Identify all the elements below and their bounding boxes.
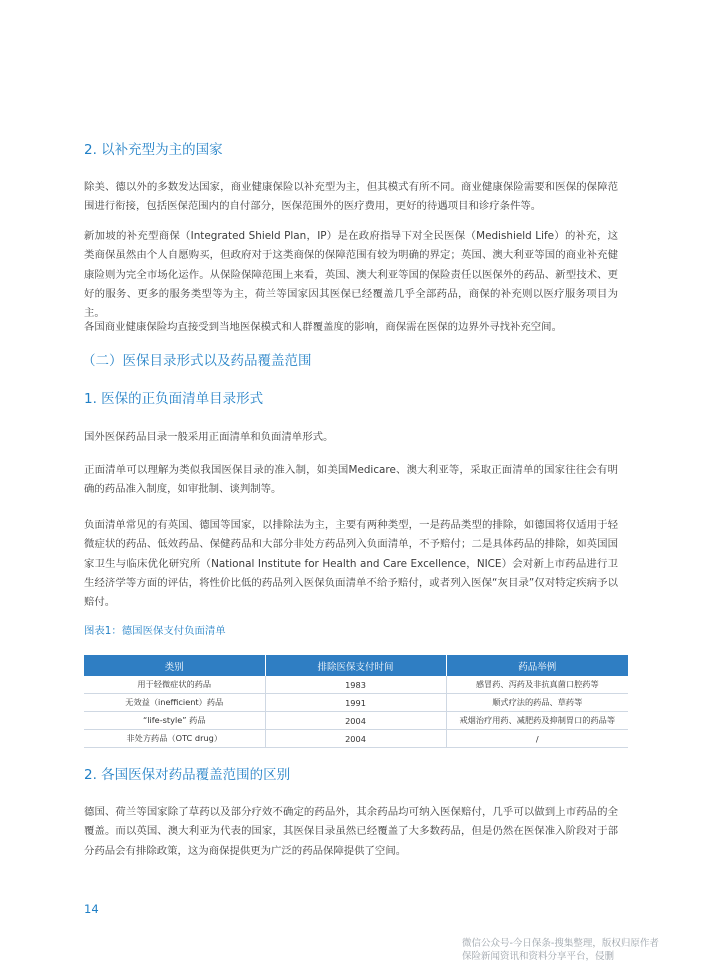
- table-cell: 顺式疗法的药品、草药等: [446, 694, 628, 712]
- table-row: [84, 730, 628, 748]
- column-header: 类别: [84, 655, 265, 676]
- table-row: [84, 694, 628, 712]
- table-cell: 戒烟治疗用药、减肥药及抑制胃口的药品等: [446, 712, 628, 730]
- negative-list-table: [84, 655, 628, 748]
- table-header-row: [84, 655, 628, 676]
- table-cell: 非处方药品（OTC drug）: [84, 730, 265, 748]
- table-cell: /: [446, 730, 628, 748]
- page-number: 14: [84, 902, 99, 916]
- section-heading-supplementary: 2. 以补充型为主的国家: [84, 142, 223, 158]
- paragraph: 国外医保药品目录一般采用正面清单和负面清单形式。: [84, 431, 334, 443]
- subsection-heading-lists: 1. 医保的正负面清单目录形式: [84, 391, 264, 407]
- column-header: 药品举例: [446, 655, 628, 676]
- table-cell: “life-style” 药品: [84, 712, 265, 730]
- paragraph: 各国商业健康保险均直接受到当地医保模式和人群覆盖度的影响，商保需在医保的边界外寻找补充空间。: [84, 321, 562, 333]
- paragraph: 新加坡的补充型商保（Integrated Shield Plan，IP）是在政府指导下对全民医保（Medishield Life）的补充，这类商保虽然由个人自愿购买，但政府对于这类商保的保障范围有较为明确的界定；英国、澳大利亚等国的商业补充健康险则为完全市场化运作。从保险保障范围上来看，英国、澳大利亚等国的保险责任以医保外的药品、新型技术、更好的服务、更多的服务类型等为主，荷兰等国家因其医保已经覆盖几乎全部药品，商保的补充则以医疗服务项目为主。: [84, 230, 618, 320]
- column-header: 排除医保支付时间: [265, 655, 446, 676]
- table-cell: 感冒药、泻药及非抗真菌口腔药等: [446, 676, 628, 694]
- watermark-line: 微信公众号-今日保条-搜集整理，版权归原作者: [462, 938, 659, 949]
- watermark-line: 保险新闻资讯和资料分享平台，侵删: [462, 950, 615, 962]
- paragraph: 负面清单常见的有英国、德国等国家，以排除法为主，主要有两种类型，一是药品类型的排除，如德国将仅适用于轻微症状的药品、低效药品、保健药品和大部分非处方药品列入负面清单，不予赔付；二是具体药品的排除，如英国国家卫生与临床优化研究所（National Institute for Health and Care Excellence，NICE）会对新上市药品进行卫生经济学等方面的评估，将性价比低的药品列入医保负面清单不给予赔付，或者列入医保“灰目录”仅对特定疾病予以赔付。: [84, 519, 618, 609]
- table-cell: 1991: [265, 694, 446, 712]
- paragraph: 德国、荷兰等国家除了草药以及部分疗效不确定的药品外，其余药品均可纳入医保赔付，几乎可以做到上市药品的全覆盖。而以英国、澳大利亚为代表的国家，其医保目录虽然已经覆盖了大多数药品，但是仍然在医保准入阶段对于部分药品会有排除政策，这为商保提供更为广泛的药品保障提供了空间。: [84, 806, 618, 857]
- table-row: [84, 712, 628, 730]
- table-caption: 图表1：德国医保支付负面清单: [84, 625, 226, 637]
- section-heading-formulary: （二）医保目录形式以及药品覆盖范围: [82, 353, 312, 369]
- table-cell: 无效益（inefficient）药品: [84, 694, 265, 712]
- table-row: [84, 676, 628, 694]
- paragraph: 除美、德以外的多数发达国家，商业健康保险以补充型为主，但其模式有所不同。商业健康保险需要和医保的保障范围进行衔接，包括医保范围内的自付部分，医保范围外的医疗费用，更好的待遇项目和诊疗条件等。: [84, 181, 618, 213]
- table-cell: 用于轻微症状的药品: [84, 676, 265, 694]
- table-cell: 2004: [265, 730, 446, 748]
- subsection-heading-coverage: 2. 各国医保对药品覆盖范围的区别: [84, 767, 291, 783]
- table-cell: 2004: [265, 712, 446, 730]
- watermark: [462, 938, 702, 963]
- paragraph: 正面清单可以理解为类似我国医保目录的准入制，如美国Medicare、澳大利亚等，采取正面清单的国家往往会有明确的药品准入制度，如审批制、谈判制等。: [84, 464, 618, 496]
- table-cell: 1983: [265, 676, 446, 694]
